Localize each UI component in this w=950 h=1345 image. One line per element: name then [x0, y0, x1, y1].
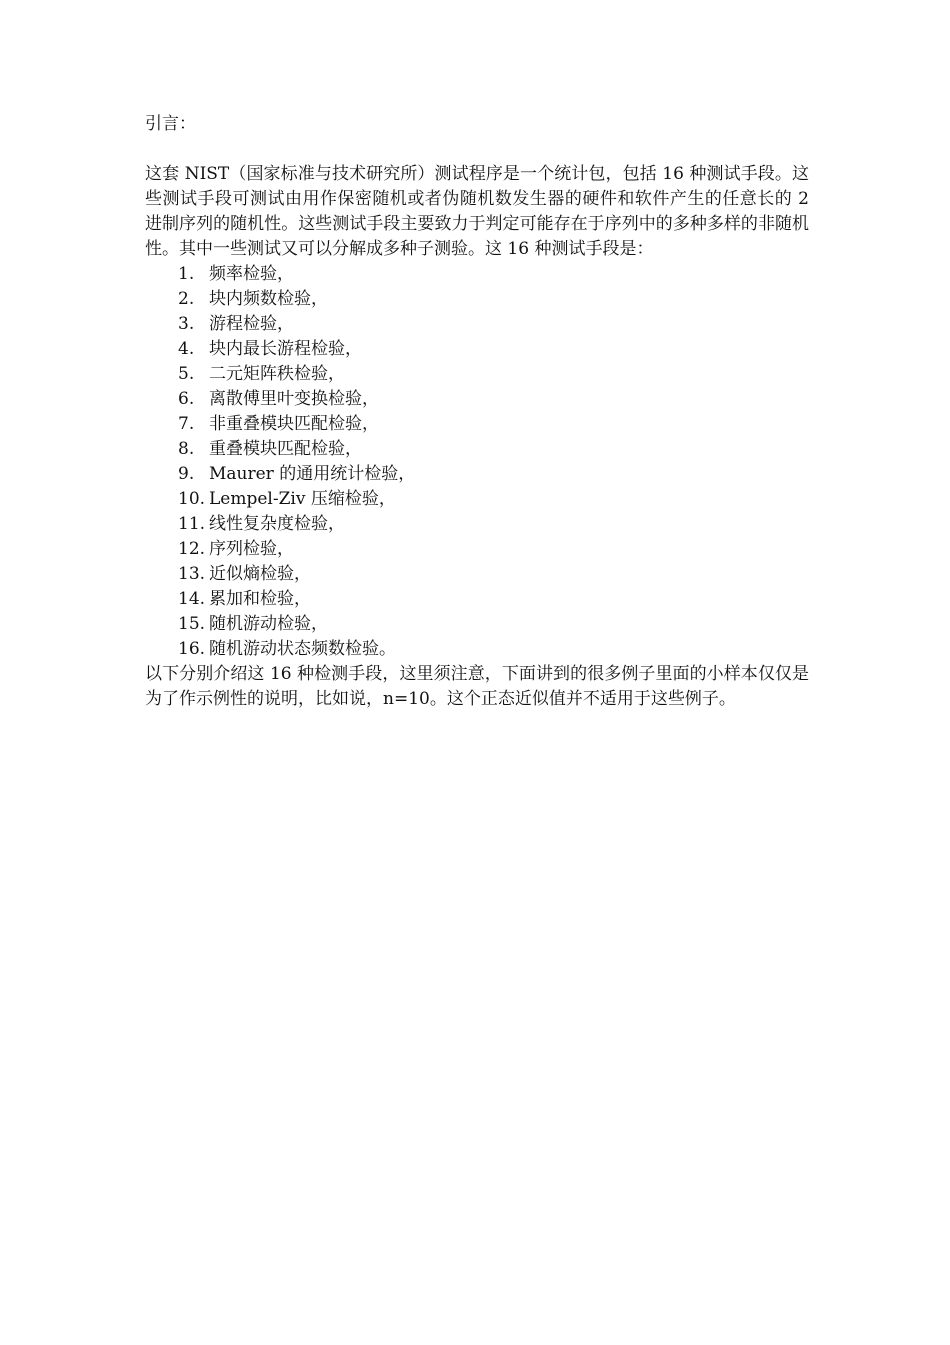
list-item-number: 7. — [178, 414, 195, 434]
list-item-number: 4. — [178, 339, 195, 359]
list-item-number: 16. — [178, 639, 206, 659]
list-item — [145, 412, 809, 437]
list-item-number: 14. — [178, 589, 206, 609]
test-list — [145, 262, 809, 662]
list-item — [145, 537, 809, 562]
list-item — [145, 387, 809, 412]
list-item — [145, 612, 809, 637]
blank-line — [145, 137, 809, 162]
list-item — [145, 487, 809, 512]
list-item — [145, 637, 809, 662]
list-item — [145, 462, 809, 487]
list-item-number: 9. — [178, 464, 195, 484]
list-item-number: 3. — [178, 314, 195, 334]
list-item-text: Lempel-Ziv 压缩检验， — [209, 489, 396, 509]
list-item-text: 线性复杂度检验， — [209, 514, 345, 534]
list-item-number: 5. — [178, 364, 195, 384]
list-item — [145, 512, 809, 537]
list-item — [145, 312, 809, 337]
list-item-number: 11. — [178, 514, 206, 534]
list-item-number: 12. — [178, 539, 206, 559]
list-item-text: 块内最长游程检验， — [209, 339, 362, 359]
list-item-number: 2. — [178, 289, 195, 309]
list-item-number: 1. — [178, 264, 195, 284]
list-item-number: 13. — [178, 564, 206, 584]
list-item-text: 累加和检验， — [209, 589, 311, 609]
list-item — [145, 337, 809, 362]
list-item-text: Maurer 的通用统计检验， — [209, 464, 416, 484]
list-item — [145, 437, 809, 462]
list-item-text: 块内频数检验， — [209, 289, 328, 309]
list-item-text: 序列检验， — [209, 539, 294, 559]
list-item — [145, 562, 809, 587]
list-item-text: 重叠模块匹配检验， — [209, 439, 362, 459]
list-item-number: 8. — [178, 439, 195, 459]
list-item-text: 随机游动状态频数检验。 — [209, 639, 396, 659]
list-item — [145, 262, 809, 287]
list-item-text: 频率检验， — [209, 264, 294, 284]
list-item — [145, 287, 809, 312]
closing-paragraph: 以下分别介绍这 16 种检测手段，这里须注意，下面讲到的很多例子里面的小样本仅仅是为了作示例性的说明，比如说，n=10。这个正态近似值并不适用于这些例子。 — [145, 664, 809, 709]
section-heading: 引言： — [145, 114, 196, 134]
list-item — [145, 587, 809, 612]
list-item-text: 游程检验， — [209, 314, 294, 334]
list-item-text: 离散傅里叶变换检验， — [209, 389, 379, 409]
list-item-number: 6. — [178, 389, 195, 409]
list-item-text: 二元矩阵秩检验， — [209, 364, 345, 384]
document-body — [145, 112, 809, 712]
list-item — [145, 362, 809, 387]
list-item-number: 15. — [178, 614, 206, 634]
list-item-text: 非重叠模块匹配检验， — [209, 414, 379, 434]
list-item-text: 随机游动检验， — [209, 614, 328, 634]
list-item-number: 10. — [178, 489, 206, 509]
intro-paragraph: 这套 NIST（国家标准与技术研究所）测试程序是一个统计包，包括 16 种测试手段。这些测试手段可测试由用作保密随机或者伪随机数发生器的硬件和软件产生的任意长的 2 进制序列的随机性。这些测试手段主要致力于判定可能存在于序列中的多种多样的非随机性。其中一些测试又可以分解成多种子测验。这 16 种测试手段是： — [145, 164, 809, 259]
list-item-text: 近似熵检验， — [209, 564, 311, 584]
